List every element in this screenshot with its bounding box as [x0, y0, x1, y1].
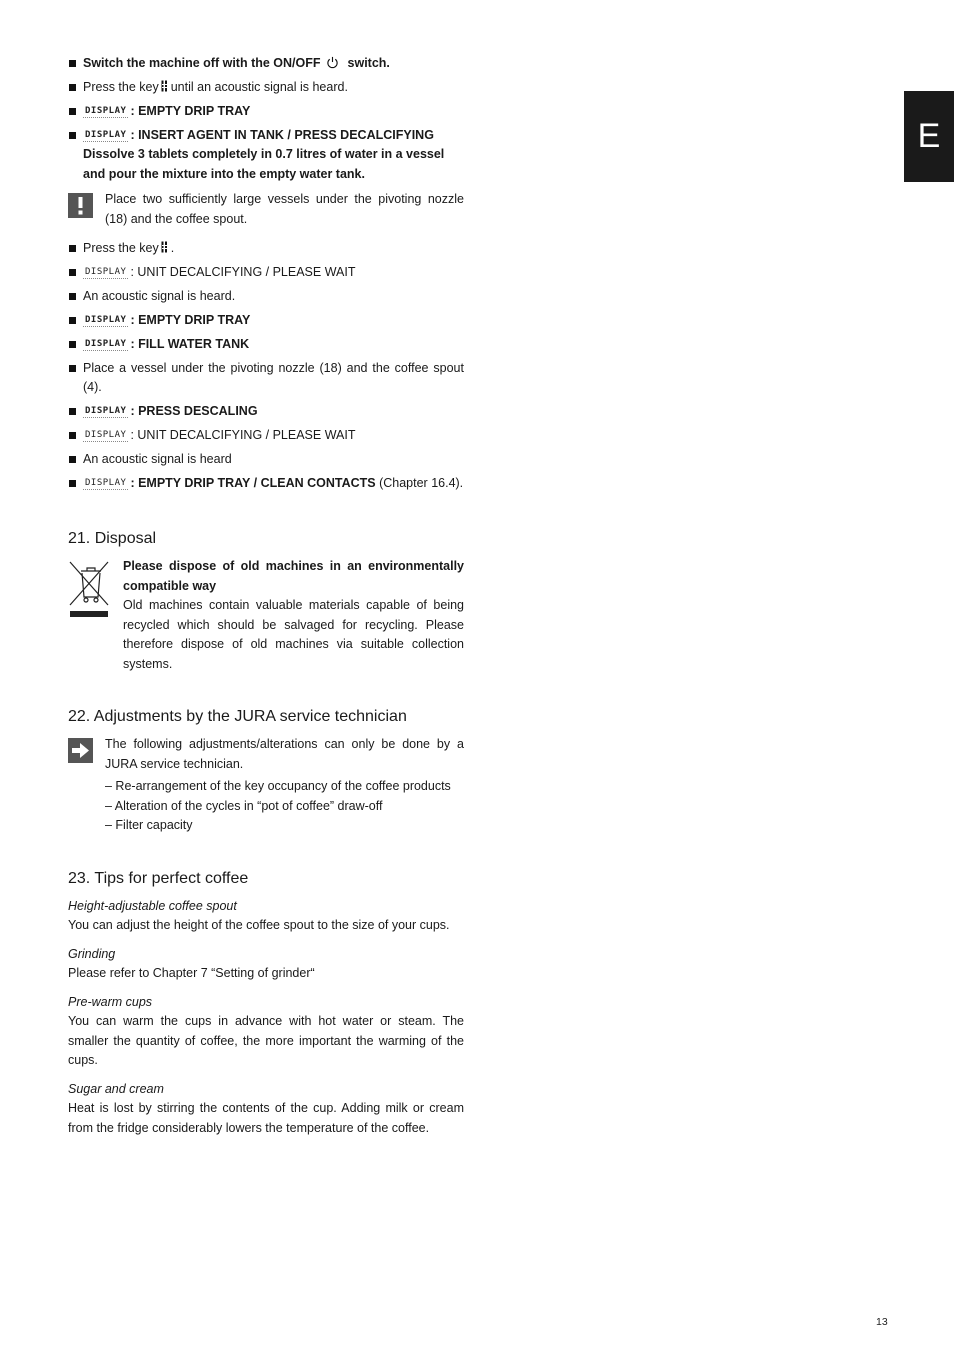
section-heading: 21. Disposal	[68, 530, 157, 548]
tip-body: You can adjust the height of the coffee spout to the size of your cups.	[68, 918, 450, 933]
step-display-empty-drip-tray-2	[68, 311, 464, 331]
step-press-key	[68, 78, 464, 98]
step-text: : FILL WATER TANK	[130, 336, 250, 351]
step-display-empty-drip-tray	[68, 102, 464, 122]
language-tab	[904, 91, 954, 182]
arrow-right-icon	[68, 738, 93, 763]
crossed-bin-icon	[68, 559, 110, 619]
bullet-square-icon	[69, 456, 76, 463]
page-number: 13	[876, 1316, 888, 1328]
step-acoustic-signal-2	[68, 450, 464, 470]
warning-note-text: Place two sufficiently large vessels under the pivoting nozzle (18) and the coffee spout.	[105, 192, 464, 226]
display-label: DISPLAY	[85, 406, 127, 417]
section-tips	[68, 868, 464, 1139]
bullet-square-icon	[69, 480, 76, 487]
display-label: DISPLAY	[85, 338, 127, 349]
step-display-fill-water-tank	[68, 335, 464, 355]
tip-body: Please refer to Chapter 7 “Setting of grinder“	[68, 966, 315, 981]
step-text: Press the key	[83, 241, 159, 256]
step-display-clean-contacts	[68, 474, 464, 494]
step-suffix: (Chapter 16.4).	[375, 475, 464, 490]
step-text: Press the key	[83, 79, 159, 94]
section-adjustments	[68, 706, 464, 836]
bullet-square-icon	[69, 108, 76, 115]
list-item: – Alteration of the cycles in “pot of coffee” draw-off	[105, 798, 383, 813]
step-text: : UNIT DECALCIFYING / PLEASE WAIT	[130, 427, 356, 442]
bullet-square-icon	[69, 132, 76, 139]
bullet-square-icon	[69, 269, 76, 276]
step-text: : PRESS DESCALING	[130, 404, 258, 419]
display-label: DISPLAY	[85, 267, 127, 278]
step-switch-off	[68, 54, 464, 74]
step-display-insert-agent	[68, 126, 464, 185]
bullet-square-icon	[69, 317, 76, 324]
step-text: : INSERT AGENT IN TANK / PRESS DECALCIFYING	[130, 127, 434, 142]
bullet-square-icon	[69, 341, 76, 348]
section-disposal	[68, 528, 464, 674]
exclamation-icon	[68, 193, 93, 218]
step-text: : EMPTY DRIP TRAY	[130, 103, 251, 118]
step-text: An acoustic signal is heard	[83, 451, 232, 466]
bullet-square-icon	[69, 408, 76, 415]
adjustments-list	[105, 777, 464, 836]
step-text: : EMPTY DRIP TRAY / CLEAN CONTACTS	[130, 475, 376, 490]
step-text: switch.	[347, 56, 390, 70]
bullet-square-icon	[69, 365, 76, 372]
step-display-press-descaling	[68, 402, 464, 422]
power-icon	[326, 56, 339, 69]
list-item: – Re-arrangement of the key occupancy of the coffee products	[105, 779, 451, 794]
display-label: DISPLAY	[85, 314, 127, 325]
tip-item	[68, 897, 464, 936]
disposal-body-text: Old machines contain valuable materials capable of being recycled which should be salvaged for recycling. Please therefore dispose of old machines via suitable collection systems.	[123, 598, 464, 671]
display-label: DISPLAY	[85, 129, 127, 140]
warning-note	[68, 190, 464, 229]
tip-item	[68, 945, 464, 984]
step-acoustic-signal	[68, 287, 464, 307]
bullet-square-icon	[69, 293, 76, 300]
display-label: DISPLAY	[85, 105, 127, 116]
decalcify-key-icon	[161, 241, 168, 253]
section-heading: 22. Adjustments by the JURA service technician	[68, 708, 407, 726]
adjustments-intro: The following adjustments/alterations can only be done by a JURA service technician.	[105, 737, 464, 771]
disposal-bold-text: Please dispose of old machines in an environmentally compatible way	[123, 559, 464, 593]
tip-body: Heat is lost by stirring the contents of the cup. Adding milk or cream from the fridge considerably lowers the temperature of the coffee.	[68, 1101, 464, 1135]
tip-title: Pre-warm cups	[68, 994, 153, 1009]
tip-title: Height-adjustable coffee spout	[68, 898, 237, 913]
step-place-vessel	[68, 359, 464, 398]
list-item: – Filter capacity	[105, 818, 193, 833]
step-text: : EMPTY DRIP TRAY	[130, 312, 251, 327]
step-display-unit-decalcifying-2	[68, 426, 464, 446]
tip-item	[68, 993, 464, 1071]
tip-body: You can warm the cups in advance with hot water or steam. The smaller the quantity of coffee, the more important the warming of the cups.	[68, 1014, 464, 1068]
step-display-unit-decalcifying	[68, 263, 464, 283]
main-column	[68, 54, 464, 1147]
section-heading: 23. Tips for perfect coffee	[68, 869, 249, 887]
step-text: Place a vessel under the pivoting nozzle (18) and the coffee spout (4).	[83, 360, 464, 395]
bullet-square-icon	[69, 60, 76, 67]
tip-item	[68, 1080, 464, 1139]
step-text: .	[170, 241, 175, 256]
display-label: DISPLAY	[85, 477, 127, 488]
language-tab-letter: E	[917, 116, 941, 155]
step-text: : UNIT DECALCIFYING / PLEASE WAIT	[130, 265, 356, 280]
decalcify-key-icon	[161, 80, 168, 92]
step-extra-text: Dissolve 3 tablets completely in 0.7 litres of water in a vessel and pour the mixture into the empty water tank.	[83, 147, 445, 181]
bullet-square-icon	[69, 84, 76, 91]
step-text: Switch the machine off with the ON/OFF	[83, 56, 321, 70]
bullet-square-icon	[69, 432, 76, 439]
step-press-key-2	[68, 239, 464, 259]
display-label: DISPLAY	[85, 429, 127, 440]
bullet-square-icon	[69, 245, 76, 252]
tip-title: Sugar and cream	[68, 1081, 164, 1096]
step-text: until an acoustic signal is heard.	[170, 79, 348, 94]
tip-title: Grinding	[68, 946, 116, 961]
step-text: An acoustic signal is heard.	[83, 288, 236, 303]
